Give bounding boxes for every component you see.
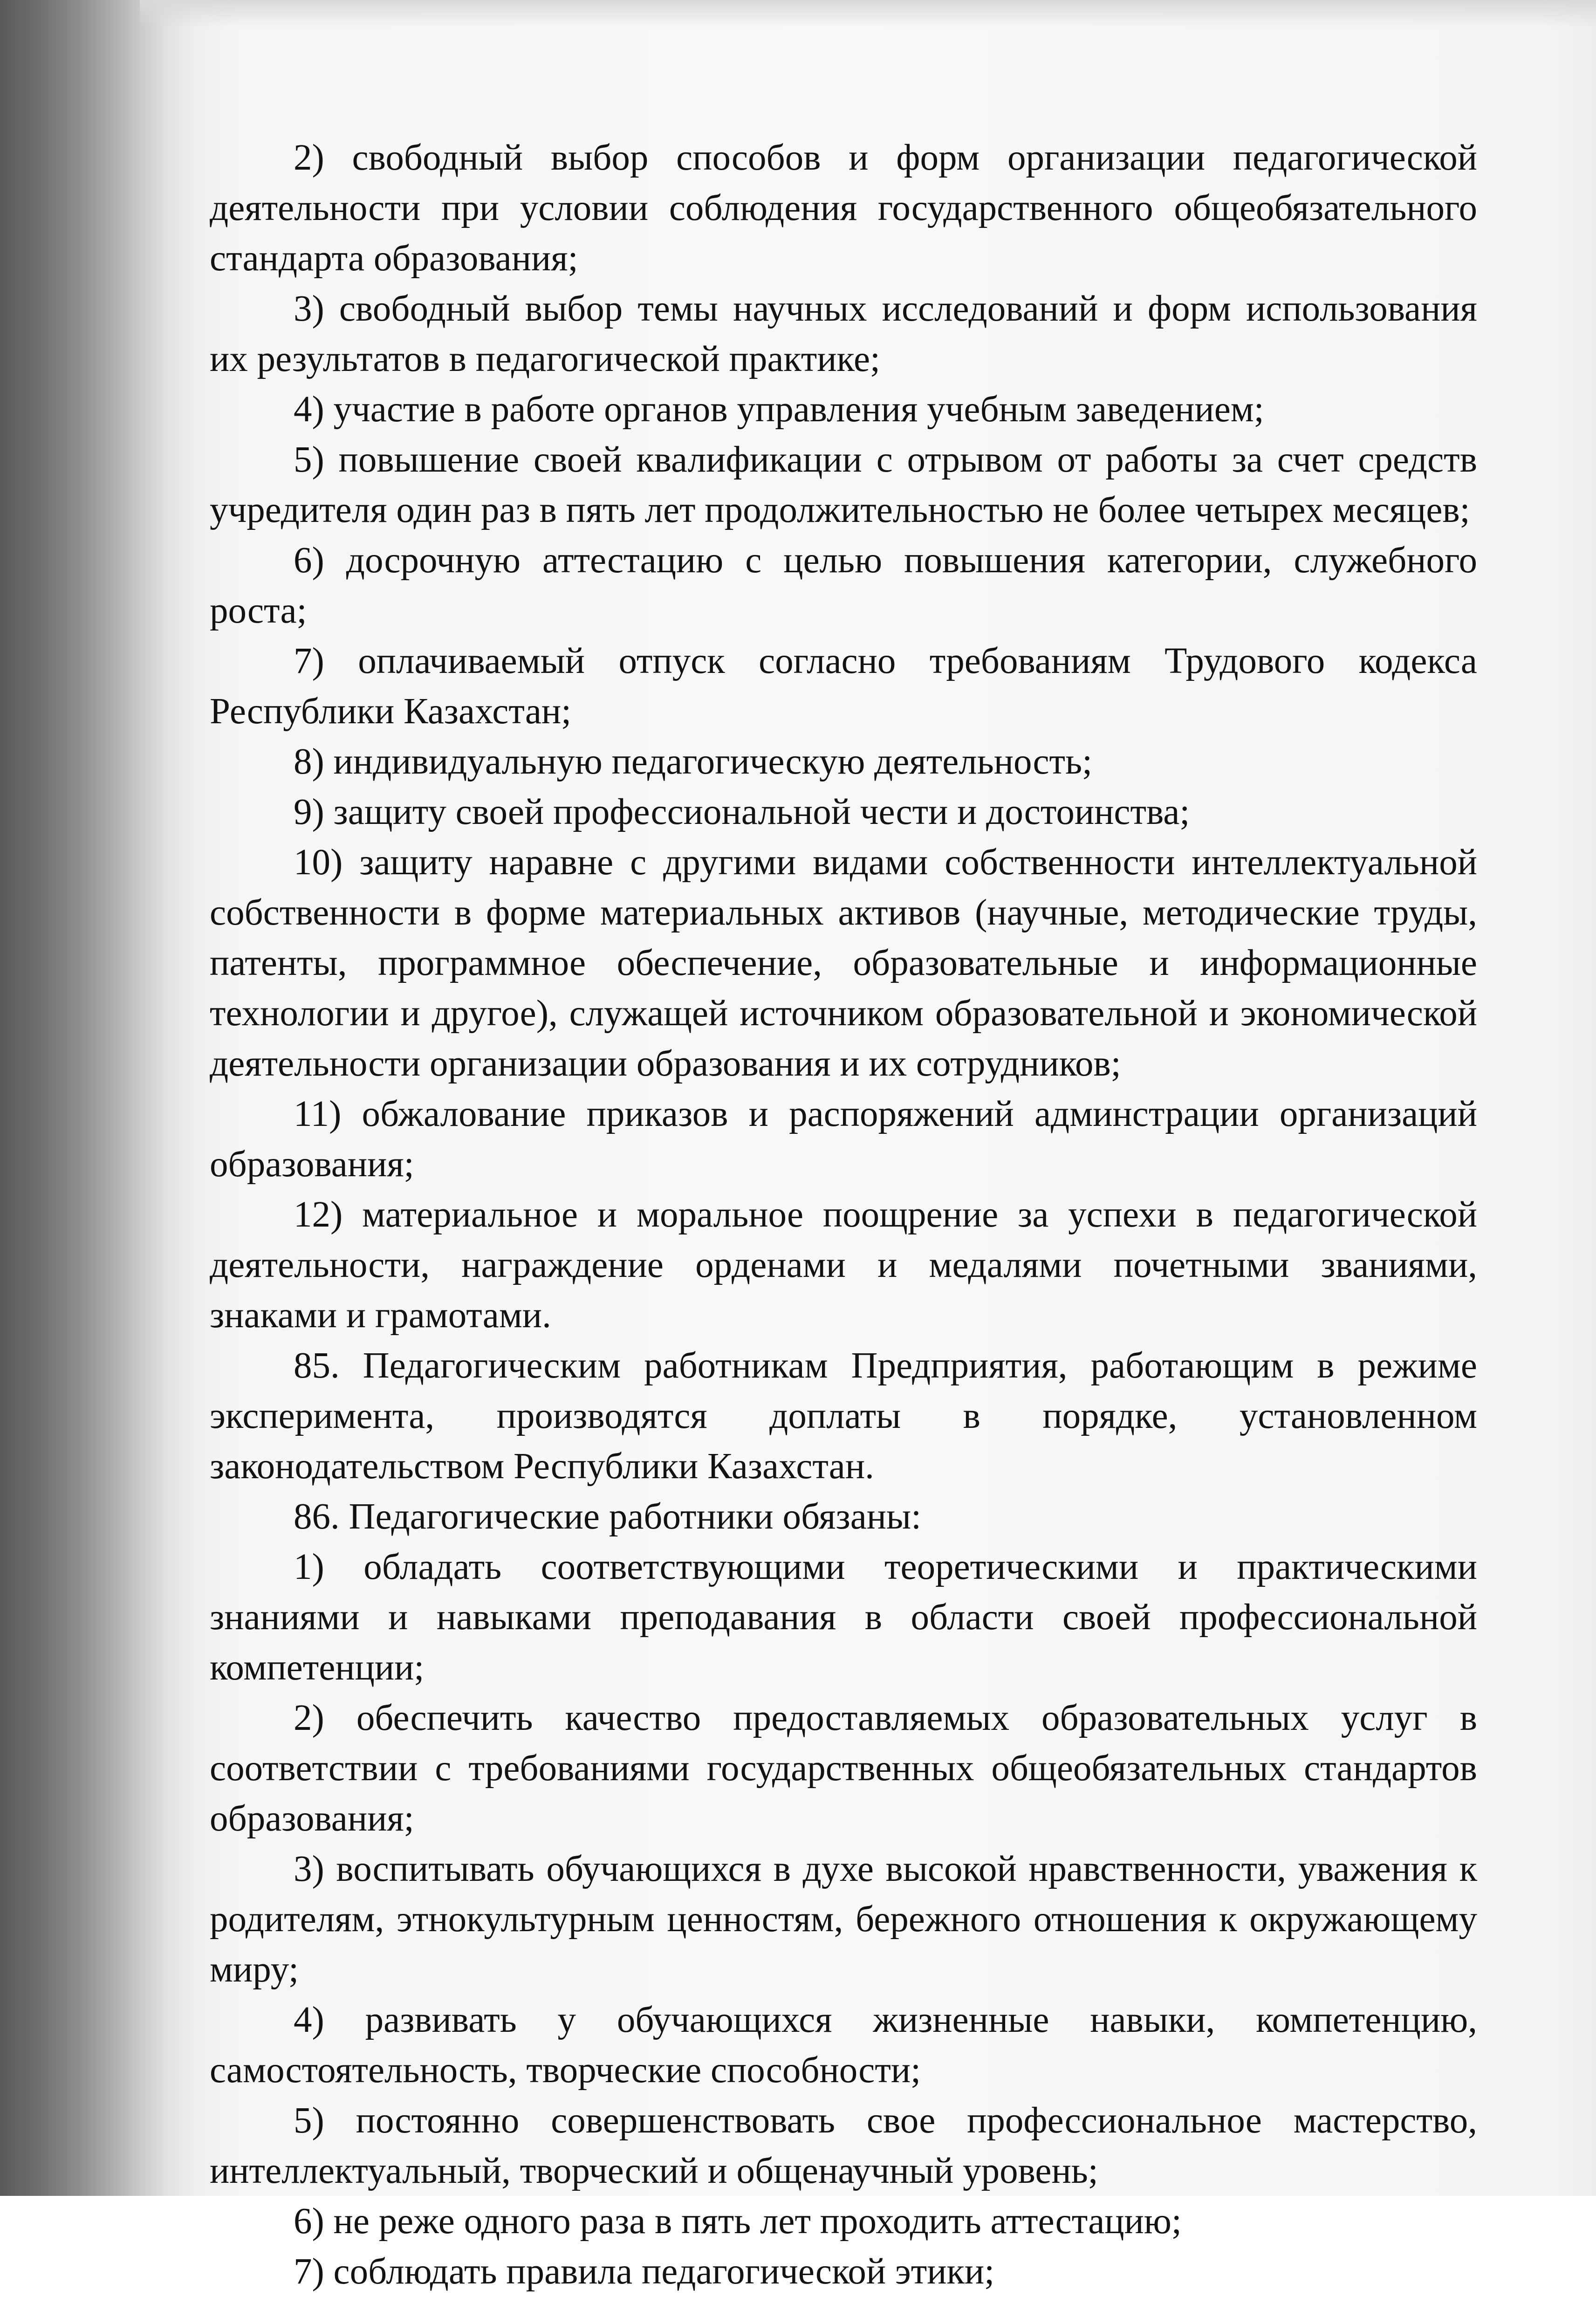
paragraph-right-4: 4) участие в работе органов управления учебным заведением; [294, 389, 1264, 430]
paragraph-duty-5: 5) постоянно совершенствовать свое профессиональное мастерство, интеллектуальный, творческий и общенаучный уровень; [210, 2100, 1477, 2191]
paragraph-right-7: 7) оплачиваемый отпуск согласно требованиям Трудового кодекса Республики Казахстан; [210, 641, 1477, 732]
document-body [210, 133, 1477, 2297]
paragraph-right-6: 6) досрочную аттестацию с целью повышения категории, служебного роста; [210, 540, 1477, 631]
paragraph-right-11: 11) обжалование приказов и распоряжений админстрации организаций образования; [210, 1094, 1477, 1185]
paragraph-duty-6: 6) не реже одного раза в пять лет проходить аттестацию; [294, 2201, 1182, 2242]
page-edge-shadow [140, 0, 1596, 28]
paragraph-right-10: 10) защиту наравне с другими видами собственности интеллектуальной собственности в форме материальных активов (научные, методические труды, патенты, программное обеспечение, образовательные и информационные технологии и другое), служащей источником образовательной и экономической деятельности организации образования и их сотрудников; [210, 842, 1477, 1084]
paragraph-right-12: 12) материальное и моральное поощрение за успехи в педагогической деятельности, награждение орденами и медалями почетными званиями, знаками и грамотами. [210, 1194, 1477, 1336]
paragraph-duty-1: 1) обладать соответствующими теоретическими и практическими знаниями и навыками преподавания в области своей профессиональной компетенции; [210, 1547, 1477, 1688]
paragraph-right-5: 5) повышение своей квалификации с отрывом от работы за счет средств учредителя один раз в пять лет продолжительностью не более четырех месяцев; [210, 439, 1477, 530]
clause-85: 85. Педагогическим работникам Предприятия, работающим в режиме эксперимента, производятся доплаты в порядке, установленном законодательством Республики Казахстан. [210, 1345, 1477, 1487]
clause-86-heading: 86. Педагогические работники обязаны: [294, 1496, 922, 1537]
paragraph-duty-7: 7) соблюдать правила педагогической этики; [294, 2251, 995, 2292]
paragraph-right-3: 3) свободный выбор темы научных исследований и форм использования их результатов в педагогической практике; [210, 288, 1477, 379]
paragraph-duty-3: 3) воспитывать обучающихся в духе высокой нравственности, уважения к родителям, этнокультурным ценностям, бережного отношения к окружающему миру; [210, 1849, 1477, 1990]
paragraph-duty-4: 4) развивать у обучающихся жизненные навыки, компетенцию, самостоятельность, творческие способности; [210, 2000, 1477, 2091]
paragraph-right-9: 9) защиту своей профессиональной чести и достоинства; [294, 792, 1190, 832]
paragraph-right-2: 2) свободный выбор способов и форм организации педагогической деятельности при условии соблюдения государственного общеобязательного стандарта образования; [210, 137, 1477, 279]
paragraph-right-8: 8) индивидуальную педагогическую деятельность; [294, 741, 1093, 782]
paragraph-duty-2: 2) обеспечить качество предоставляемых образовательных услуг в соответствии с требованиями государственных общеобязательных стандартов образования; [210, 1698, 1477, 1839]
